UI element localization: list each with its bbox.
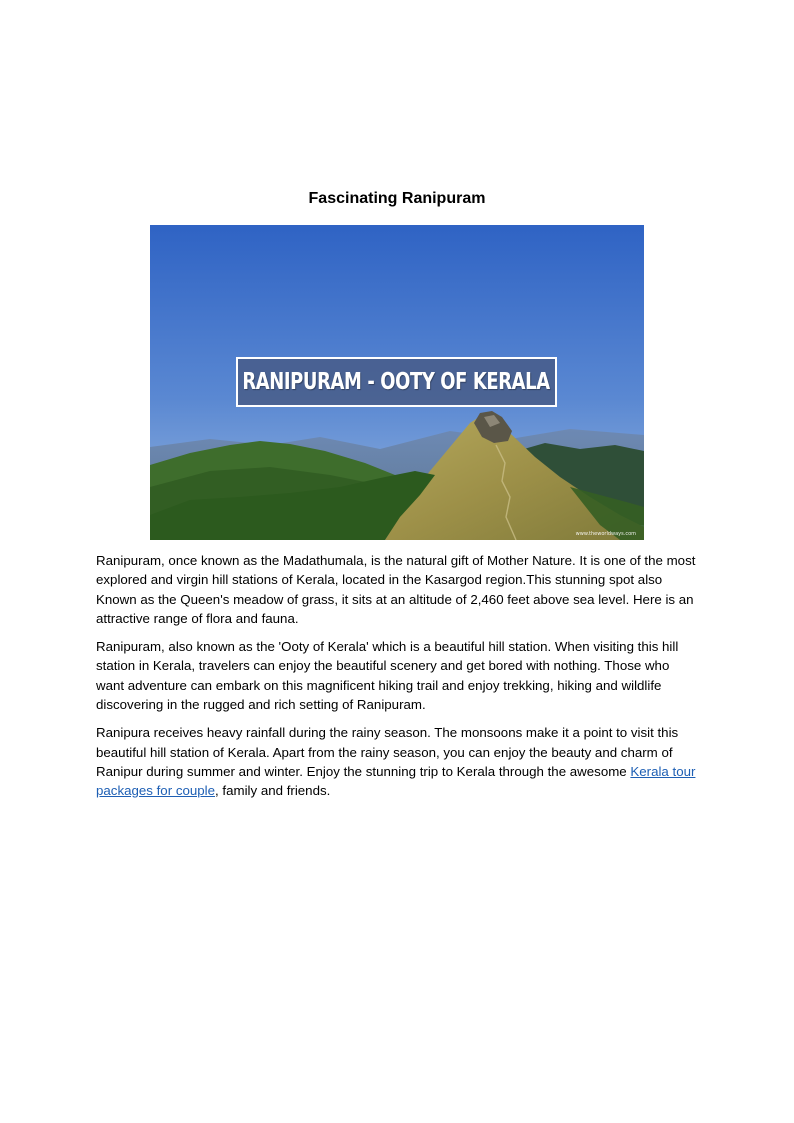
paragraph-rainfall-text: Ranipura receives heavy rainfall during the rainy season. The monsoons make it a point to visit this beautiful hill station of Kerala. Apart from the rainy season, you can enjoy the beauty and charm of Ranipur during summer and winter. Enjoy the stunning trip to Kerala through the awesome [96,725,679,779]
kerala-tour-packages-link[interactable]: Kerala tour packages for couple [96,763,696,799]
hero-banner-text: RANIPURAM - OOTY OF KERALA [242,369,551,395]
paragraph-ooty: Ranipuram, also known as the 'Ooty of Kerala' which is a beautiful hill station. When visiting this hill station in Kerala, travelers can enjoy the beautiful scenery and get bored with nothing. Those who want adventure can embark on this magnificent hiking trail and enjoy trekking, hiking and wildlife discovering in the rugged and rich setting of Ranipuram. [96,639,679,713]
article-body [96,551,696,810]
paragraph-intro: Ranipuram, once known as the Madathumala, is the natural gift of Mother Nature. It is one of the most explored and virgin hill stations of Kerala, located in the Kasargod region.This stunning spot also Known as the Queen's meadow of grass, it sits at an altitude of 2,460 feet above sea level. Here is an attractive range of flora and fauna. [96,553,696,626]
hero-banner [236,357,557,407]
paragraph-rainfall-tail: , family and friends. [215,783,331,799]
hero-image [150,225,644,540]
image-watermark: www.theworldways.com [575,531,636,537]
paragraph-rainfall [96,723,696,800]
page-title: Fascinating Ranipuram [308,190,486,207]
